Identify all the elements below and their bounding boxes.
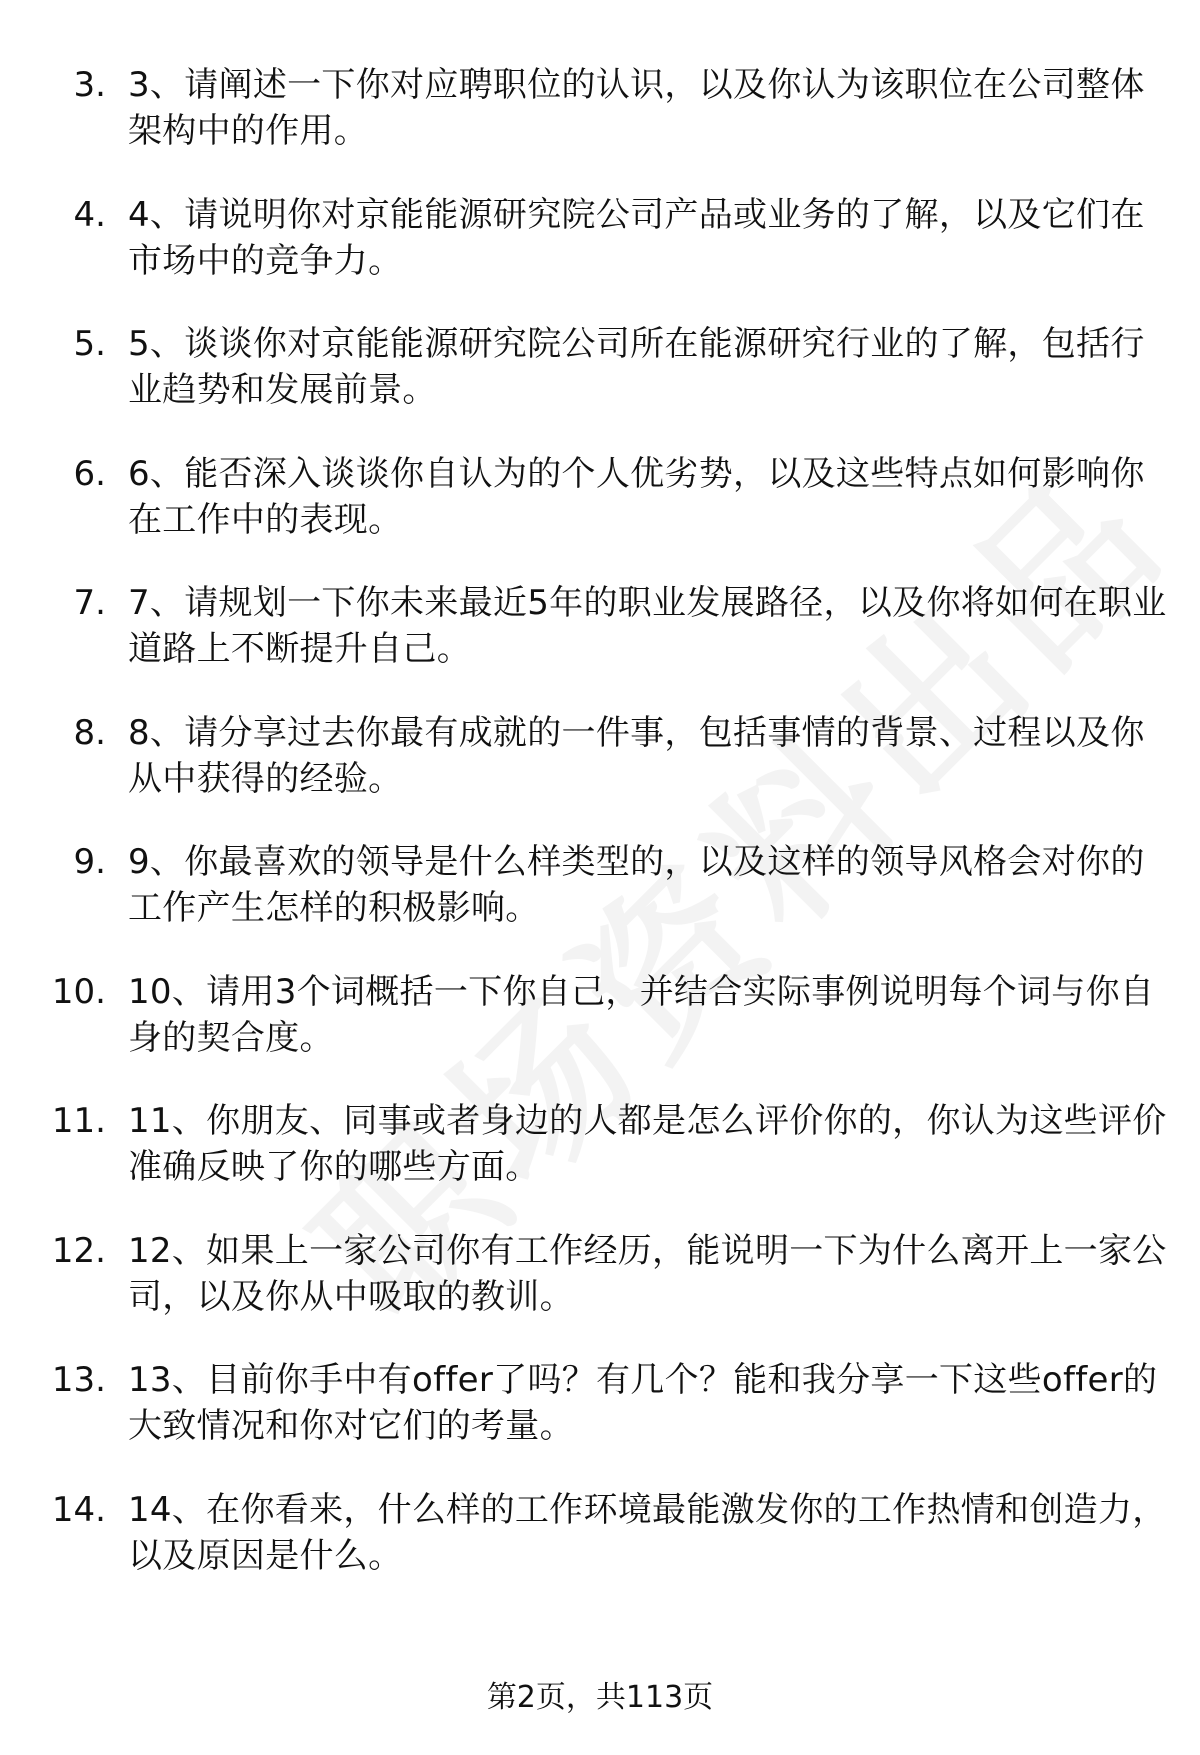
- question-item: [0, 62, 1200, 192]
- question-text: 5、谈谈你对京能能源研究院公司所在能源研究行业的了解，包括行业趋势和发展前景。: [128, 324, 1145, 410]
- question-text: 12、如果上一家公司你有工作经历，能说明一下为什么离开上一家公司，以及你从中吸取的教训。: [128, 1230, 1167, 1317]
- question-item: [0, 580, 1200, 710]
- question-number: 3.: [73, 65, 106, 105]
- question-number: 11.: [51, 1101, 106, 1141]
- question-number: 9.: [73, 842, 106, 882]
- question-number: 12.: [51, 1230, 106, 1271]
- question-text: 13、目前你手中有offer了吗？有几个？能和我分享一下这些offer的大致情况和你对它们的考量。: [128, 1360, 1158, 1446]
- page-number-footer: 第2页，共113页: [486, 1680, 714, 1715]
- question-text: 8、请分享过去你最有成就的一件事，包括事情的背景、过程以及你从中获得的经验。: [128, 712, 1145, 799]
- question-item: [0, 839, 1200, 969]
- question-number: 7.: [73, 583, 106, 623]
- question-text: 11、你朋友、同事或者身边的人都是怎么评价你的，你认为这些评价准确反映了你的哪些方面。: [128, 1101, 1167, 1187]
- question-text: 4、请说明你对京能能源研究院公司产品或业务的了解，以及它们在市场中的竞争力。: [128, 194, 1145, 281]
- question-item: [0, 451, 1200, 581]
- question-number: 10.: [51, 971, 106, 1012]
- question-item: [0, 1228, 1200, 1358]
- question-item: [0, 1487, 1200, 1617]
- question-text: 7、请规划一下你未来最近5年的职业发展路径，以及你将如何在职业道路上不断提升自己。: [128, 583, 1167, 669]
- question-number: 14.: [51, 1489, 106, 1530]
- question-text: 3、请阐述一下你对应聘职位的认识，以及你认为该职位在公司整体架构中的作用。: [128, 65, 1145, 151]
- question-list: [0, 62, 1200, 1616]
- question-text: 10、请用3个词概括一下你自己，并结合实际事例说明每个词与你自身的契合度。: [128, 971, 1155, 1058]
- question-number: 8.: [73, 712, 106, 753]
- question-item: [0, 192, 1200, 322]
- question-number: 4.: [73, 194, 106, 235]
- question-text: 9、你最喜欢的领导是什么样类型的，以及这样的领导风格会对你的工作产生怎样的积极影响。: [128, 842, 1145, 928]
- question-item: [0, 969, 1200, 1099]
- question-item: [0, 1098, 1200, 1228]
- question-number: 13.: [51, 1360, 106, 1400]
- question-number: 5.: [73, 324, 106, 364]
- question-text: 14、在你看来，什么样的工作环境最能激发你的工作热情和创造力，以及原因是什么。: [128, 1489, 1167, 1576]
- question-text: 6、能否深入谈谈你自认为的个人优劣势，以及这些特点如何影响你在工作中的表现。: [128, 453, 1145, 540]
- question-item: [0, 1357, 1200, 1487]
- question-item: [0, 321, 1200, 451]
- question-item: [0, 710, 1200, 840]
- question-number: 6.: [73, 453, 106, 494]
